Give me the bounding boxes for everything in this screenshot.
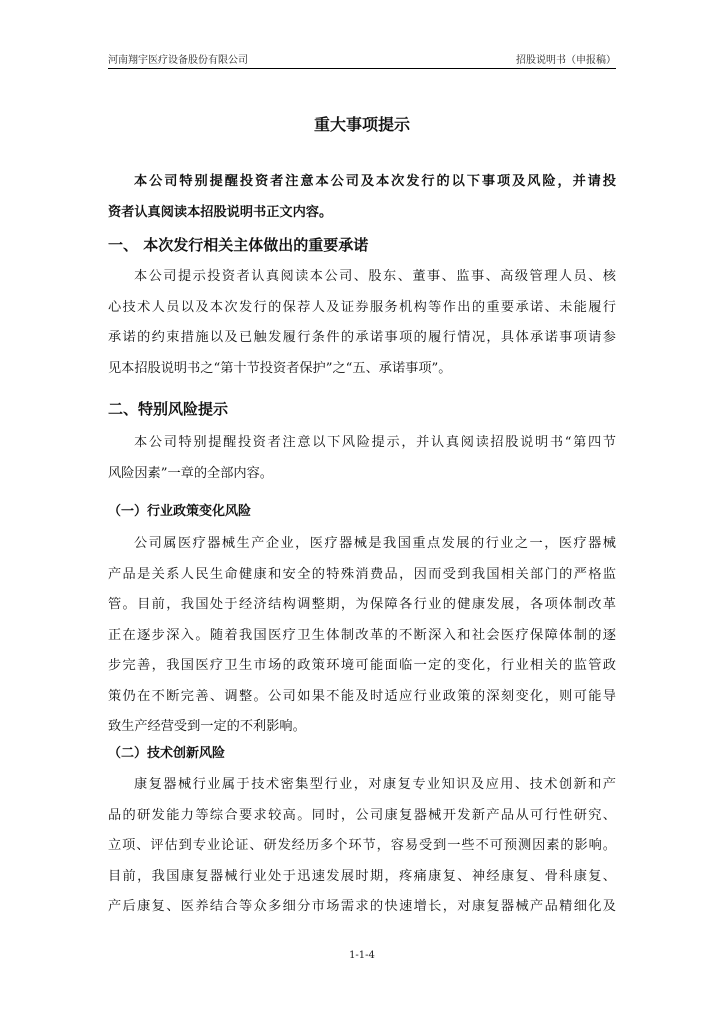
subsection2-line: 品的研发能力等综合要求较高。同时，公司康复器械开发新产品从可行性研究、 xyxy=(108,807,616,823)
section2-line: 风险因素”一章的全部内容。 xyxy=(108,465,273,481)
section1-heading: 一、 本次发行相关主体做出的重要承诺 xyxy=(108,236,369,254)
header-document-type: 招股说明书（申报稿） xyxy=(516,55,616,66)
section2-line: 本公司特别提醒投资者注意以下风险提示，并认真阅读招股说明书“第四节 xyxy=(134,435,616,450)
section1-line: 本公司提示投资者认真阅读本公司、股东、董事、监事、高级管理人员、核 xyxy=(134,269,616,284)
header-company-name: 河南翔宇医疗设备股份有限公司 xyxy=(108,55,248,66)
subsection2-line: 目前，我国康复器械行业处于迅速发展时期，疼痛康复、神经康复、骨科康复、 xyxy=(108,868,616,884)
page-number: 1-1-4 xyxy=(349,950,375,961)
subsection1-paragraph xyxy=(108,529,616,743)
subsection1-line: 正在逐步深入。随着我国医疗卫生体制改革的不断深入和社会医疗保障体制的逐 xyxy=(108,627,616,643)
subsection2-line: 立项、评估到专业论证、研发经历多个环节，容易受到一些不可预测因素的影响。 xyxy=(108,838,616,853)
subsection1-line: 步完善，我国医疗卫生市场的政策环境可能面临一定的变化，行业相关的监管政 xyxy=(108,658,616,673)
subsection1-line: 产品是关系人民生命健康和安全的特殊消费品，因而受到我国相关部门的严格监 xyxy=(108,566,616,582)
section1-paragraph xyxy=(108,262,616,384)
subsection1-heading: （一）行业政策变化风险 xyxy=(108,504,252,519)
subsection2-line: 产后康复、医养结合等众多细分市场需求的快速增长，对康复器械产品精细化及 xyxy=(108,899,616,914)
page-title: 重大事项提示 xyxy=(313,115,410,134)
section2-heading: 二、特别风险提示 xyxy=(108,400,229,418)
section1-line: 承诺的约束措施以及已触发履行条件的承诺事项的履行情况，具体承诺事项请参 xyxy=(108,330,616,345)
intro-line: 资者认真阅读本招股说明书正文内容。 xyxy=(108,204,333,220)
subsection2-paragraph xyxy=(108,770,616,923)
subsection2-line: 康复器械行业属于技术密集型行业，对康复专业知识及应用、技术创新和产 xyxy=(134,777,616,792)
section1-line: 见本招股说明书之“第十节投资者保护”之“五、承诺事项”。 xyxy=(108,360,452,376)
subsection1-line: 致生产经营受到一定的不利影响。 xyxy=(108,719,306,734)
subsection1-line: 策仍在不断完善、调整。公司如果不能及时适应行业政策的深刻变化，则可能导 xyxy=(108,688,616,704)
intro-paragraph xyxy=(108,167,616,228)
subsection2-heading: （二）技术创新风险 xyxy=(108,746,226,761)
subsection1-line: 公司属医疗器械生产企业，医疗器械是我国重点发展的行业之一，医疗器械 xyxy=(134,536,616,551)
intro-line: 本公司特别提醒投资者注意本公司及本次发行的以下事项及风险，并请投 xyxy=(134,174,616,189)
subsection1-line: 管。目前，我国处于经济结构调整期，为保障各行业的健康发展，各项体制改革 xyxy=(108,597,616,612)
section2-paragraph xyxy=(108,428,616,489)
section1-line: 心技术人员以及本次发行的保荐人及证券服务机构等作出的重要承诺、未能履行 xyxy=(108,299,616,315)
page-header xyxy=(108,51,616,69)
